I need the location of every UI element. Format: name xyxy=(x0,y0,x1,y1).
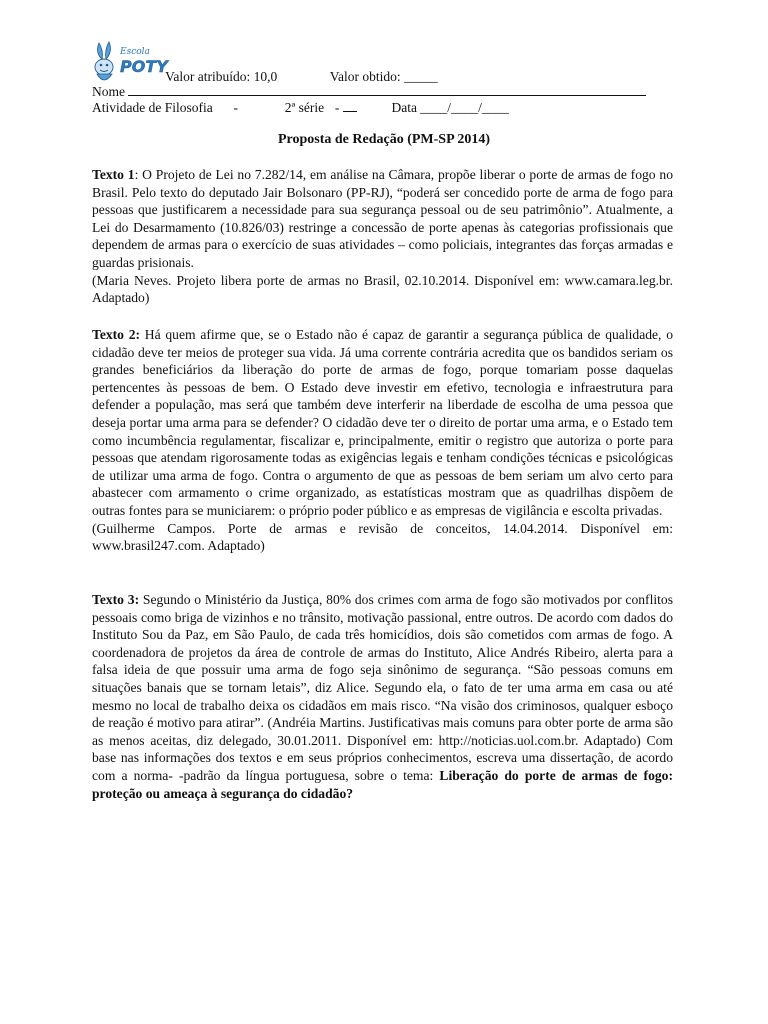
nome-label: Nome xyxy=(92,84,125,99)
page-title: Proposta de Redação (PM-SP 2014) xyxy=(277,132,491,147)
header-valor-line xyxy=(92,69,438,85)
texto-3-label: Texto 3: xyxy=(92,592,140,607)
texto-1-body: : O Projeto de Lei no 7.282/14, em análise na Câmara, propõe liberar o porte de armas de fogo no Brasil. Pelo texto do deputado Jair Bolsonaro (PP-RJ), “poderá ser concedido porte de arma de fogo para pessoas que justificarem a necessidade para sua segurança pessoal ou de seu patrimônio”. Atualmente, a Lei do Desarmamento (10.826/03) restringe a concessão de porte apenas às categorias profissionais que dependem de armas para o exercício de suas atividades – como policiais, integrantes das forças armadas e guardas prisionais. xyxy=(92,167,673,270)
texto-2-block xyxy=(92,326,673,555)
svg-text:POTY: POTY xyxy=(120,57,168,76)
svg-text:Escola: Escola xyxy=(120,47,150,57)
valor-obtido[interactable]: Valor obtido: _____ xyxy=(329,69,438,84)
texto-1-paragraph xyxy=(92,166,673,272)
texto-2-body: Há quem afirme que, se o Estado não é capaz de garantir a segurança pública de qualidade, o cidadão deve ter meios de proteger sua vida. Já uma corrente contrária acredita que os bandidos seriam os grandes beneficiários da liberação do porte de armas de fogo, porque tomariam posse daquelas pertencentes às pessoas de bem. O Estado deve investir em efetivo, tecnologia e infraestrutura para defender a população, mas será que também deve interferir na liberdade de escolha de uma pessoa que deseja portar uma arma para se defender? O cidadão deve ter o direito de portar uma arma, e o Estado tem como incumbência regulamentar, fiscalizar e, principalmente, emitir o registro que autoriza o porte para pessoas que atendam rigorosamente todas as exigências legais e tenham condições técnicas e psicológicas de utilizar uma arma de fogo. Contra o argumento de que as pessoas de bem seriam um alvo certo para abastecer com armamento o crime organizado, as estatísticas mostram que as quadrilhas dispõem de outras fontes para se municiarem: o próprio poder público e as empresas de vigilância e escolta privadas. xyxy=(92,327,673,518)
dash-1: - xyxy=(233,100,238,115)
texto-1-source: (Maria Neves. Projeto libera porte de armas no Brasil, 02.10.2014. Disponível em: www.camara.leg.br. Adaptado) xyxy=(92,272,673,306)
texto-3-body: Segundo o Ministério da Justiça, 80% dos crimes com arma de fogo são motivados por conflitos pessoais como briga de vizinhos e no trânsito, motivação passional, entre outros. De acordo com dados do Instituto Sou da Paz, em São Paulo, de cada três homicídios, dois são cometidos com armas de fogo. A coordenadora de projetos da área de controle de armas do Instituto, Alice Andrés Ribeiro, alerta para a falsa ideia de que possuir uma arma de fogo seja sinônimo de segurança. “São pessoas comuns em situações banais que se tornam letais”, diz Alice. Segundo ela, o fato de ter uma arma em casa ou até mesmo no local de trabalho deixa os cidadãos em mais risco. “Na visão dos criminosos, qualquer esboço de reação é motivo para atirar”. (Andréia Martins. Justificativas mais comuns para obter porte de arma são as menos aceitas, diz delegado, 30.01.2011. Disponível em: http://noticias.uol.com.br. Adaptado) Com base nas informações dos textos e em seus próprios conhecimentos, escreva uma dissertação, de acordo com a norma- -padrão da língua portuguesa, sobre o tema: xyxy=(92,592,674,783)
texto-2-paragraph xyxy=(92,326,673,520)
data-field[interactable]: Data ____/____/____ xyxy=(391,100,509,115)
texto-1-label: Texto 1 xyxy=(92,167,135,182)
serie-underline xyxy=(343,100,357,112)
serie-label: 2ª série xyxy=(284,100,325,115)
valor-atribuido: Valor atribuído: 10,0 xyxy=(165,69,278,84)
texto-3-block xyxy=(92,591,673,802)
nome-field[interactable] xyxy=(128,84,646,96)
essay-theme: Liberação do porte de armas de fogo: proteção ou ameaça à segurança do cidadão? xyxy=(92,767,674,801)
texto-1-block xyxy=(92,166,673,307)
texto-2-source: (Guilherme Campos. Porte de armas e revisão de conceitos, 14.04.2014. Disponível em: www.brasil247.com. Adaptado) xyxy=(92,520,673,554)
header-atividade-line xyxy=(92,100,509,116)
dash-2: - xyxy=(334,100,340,115)
texto-2-label: Texto 2: xyxy=(92,327,141,342)
texto-3-paragraph xyxy=(92,591,673,802)
atividade-label: Atividade de Filosofia xyxy=(92,100,213,115)
header-nome-line xyxy=(92,84,646,100)
